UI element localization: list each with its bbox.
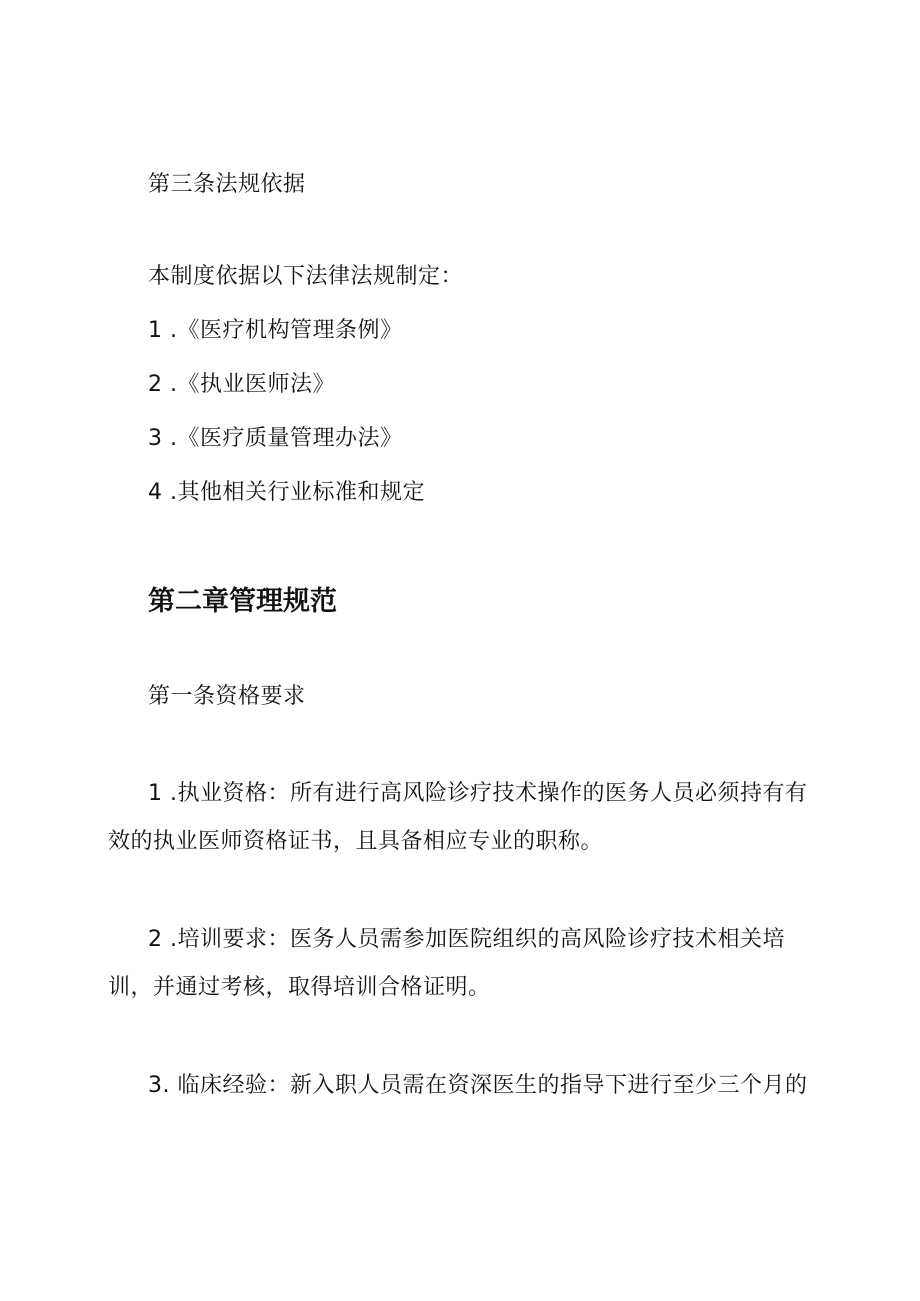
requirement-paragraph-3: 3. 临床经验：新入职人员需在资深医生的指导下进行至少三个月的 (148, 1073, 808, 1098)
article-3-title: 第三条法规依据 (148, 172, 306, 197)
law-list-item-3: 3 .《医疗质量管理办法》 (148, 426, 403, 451)
chapter-2-heading: 第二章管理规范 (148, 586, 337, 617)
requirement-paragraph-1: 1 .执业资格：所有进行高风险诊疗技术操作的医务人员必须持有有效的执业医师资格证书，且具备相应专业的职称。 (108, 781, 808, 854)
article-1-title: 第一条资格要求 (148, 684, 306, 709)
law-list-item-1: 1 .《医疗机构管理条例》 (148, 318, 403, 343)
requirement-paragraph-2: 2 .培训要求：医务人员需参加医院组织的高风险诊疗技术相关培训，并通过考核，取得培训合格证明。 (108, 927, 785, 1000)
law-list-item-4: 4 .其他相关行业标准和规定 (148, 480, 425, 505)
law-list-item-2: 2 .《执业医师法》 (148, 372, 335, 397)
article-3-intro: 本制度依据以下法律法规制定： (148, 264, 464, 289)
